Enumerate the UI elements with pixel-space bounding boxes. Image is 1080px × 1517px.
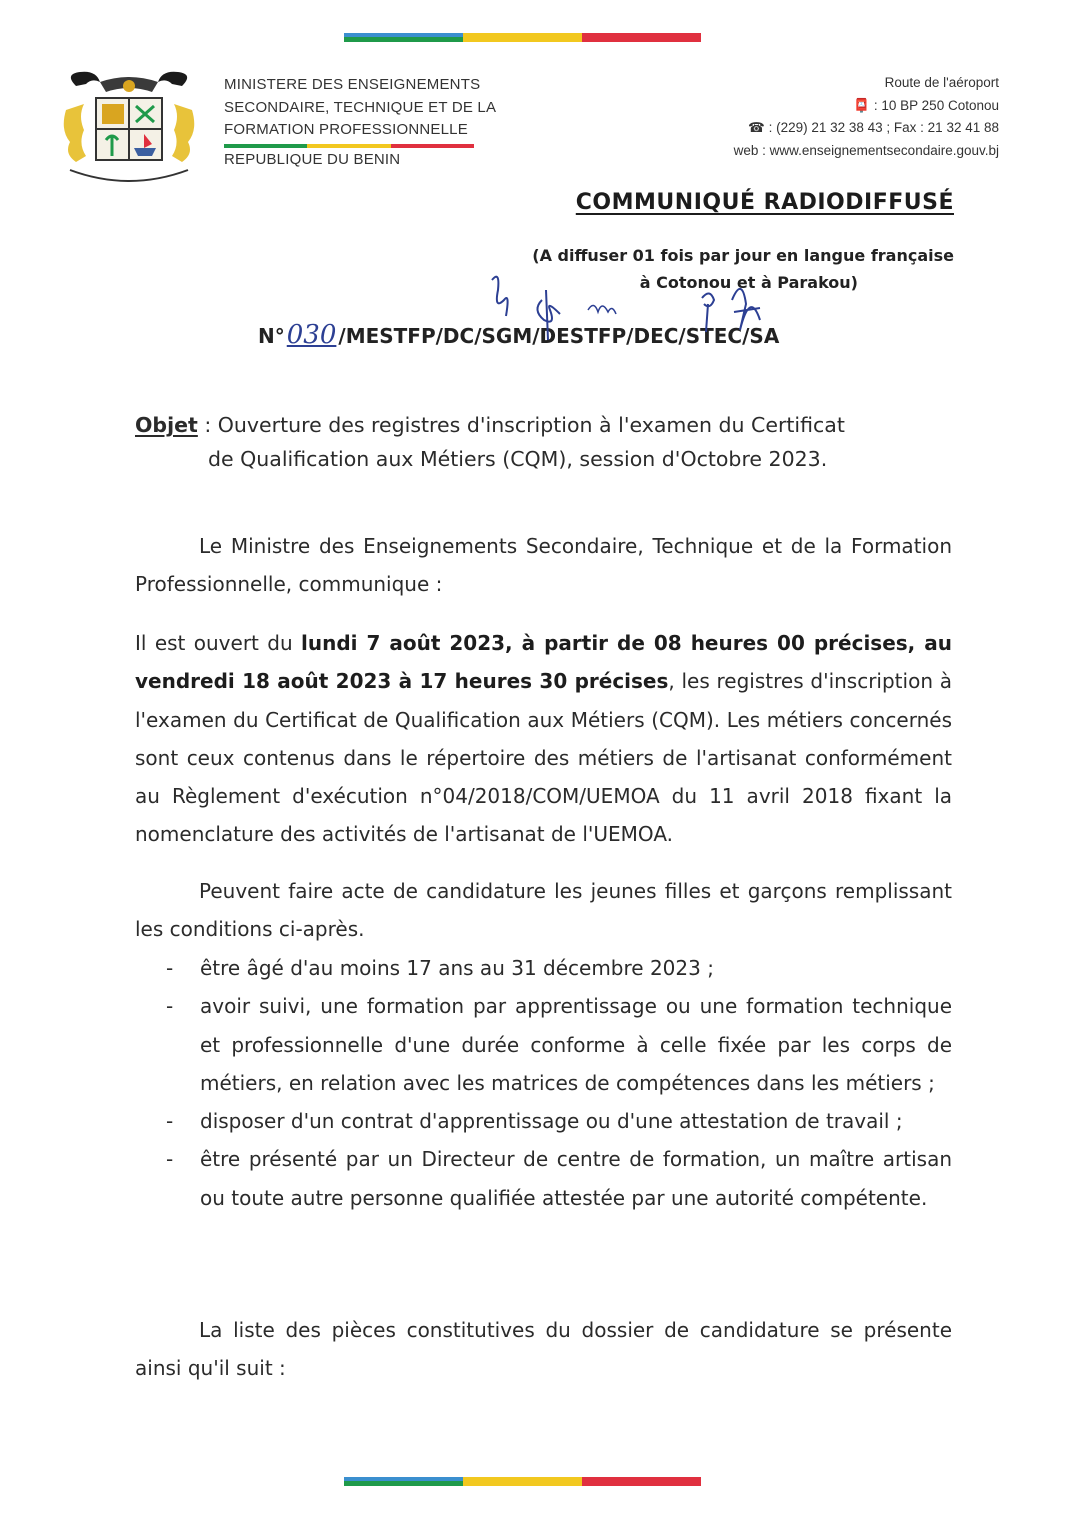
ministry-line-1: MINISTERE DES ENSEIGNEMENTS	[224, 76, 481, 93]
postal-line: 📮 : 10 BP 250 Cotonou	[853, 97, 999, 113]
documents-list-intro: La liste des pièces constitutives du dossier de candidature se présente ainsi qu'il suit :	[135, 1318, 952, 1381]
communique-title: COMMUNIQUÉ RADIODIFFUSÉ	[575, 190, 954, 215]
subject-line: Objet : Ouverture des registres d'inscription à l'examen du Certificat de Qualification aux Métiers (CQM), session d'Octobre 2023.	[135, 413, 845, 471]
list-item: - avoir suivi, une formation par apprentissage ou une formation technique et professionnelle d'une durée conforme à celle fixée par les corps de métiers, en relation avec les matrices de compétences dans les métiers ;	[166, 994, 952, 1095]
handwritten-ref-number: 030	[286, 320, 337, 350]
address-line: Route de l'aéroport	[884, 75, 999, 90]
contact-info	[639, 72, 999, 162]
phone-fax-line: ☎ : (229) 21 32 38 43 ; Fax : 21 32 41 88	[747, 120, 999, 135]
registration-dates: lundi 7 août 2023, à partir de 08 heures 00 précises, au vendredi 18 août 2023 à 17 heures 30 précises	[135, 631, 952, 694]
list-item: - être âgé d'au moins 17 ans au 31 décembre 2023 ;	[166, 956, 714, 980]
ministry-line-3: FORMATION PROFESSIONNELLE	[224, 121, 468, 138]
flag-color-bar-bottom	[344, 1477, 701, 1486]
mailbox-icon: 📮	[853, 97, 871, 113]
conditions-list	[160, 949, 952, 1217]
flag-color-divider	[224, 144, 474, 148]
ministry-header	[224, 74, 524, 171]
country-name: REPUBLIQUE DU BENIN	[224, 150, 401, 168]
flag-color-bar-top	[344, 33, 701, 42]
subject-label: Objet	[135, 413, 198, 437]
intro-paragraph: Le Ministre des Enseignements Secondaire, Technique et de la Formation Professionnelle, communique :	[135, 534, 952, 597]
reference-number: N°030 /MESTFP/DC/SGM/DESTFP/DEC/STEC/SA	[258, 320, 780, 350]
ministry-line-2: SECONDAIRE, TECHNIQUE ET DE LA	[224, 98, 497, 116]
benin-coat-of-arms-icon	[56, 70, 202, 190]
website-line: web : www.enseignementsecondaire.gouv.bj	[733, 142, 999, 158]
phone-icon: ☎	[747, 120, 765, 135]
conditions-intro: Peuvent faire acte de candidature les jeunes filles et garçons remplissant les conditions ci-après.	[135, 879, 952, 942]
communique-subtitle: (A diffuser 01 fois par jour en langue française à Cotonou et à Parakou)	[532, 246, 954, 292]
list-item: - disposer d'un contrat d'apprentissage ou d'une attestation de travail ;	[166, 1109, 903, 1134]
opening-paragraph: Il est ouvert du lundi 7 août 2023, à partir de 08 heures 00 précises, au vendredi 18 août 2023 à 17 heures 30 précises, les registres d'inscription à l'examen du Certificat de Qualification aux Métiers (CQM). Les métiers concernés sont ceux contenus dans le répertoire des métiers de l'artisanat conformément au Règlement d'exécution n°04/2018/COM/UEMOA du 11 avril 2018 fixant la nomenclature des activités de l'artisanat de l'UEMOA.	[135, 631, 952, 847]
list-item: - être présenté par un Directeur de centre de formation, un maître artisan ou toute autre personne qualifiée attestée par une autorité compétente.	[166, 1147, 952, 1210]
